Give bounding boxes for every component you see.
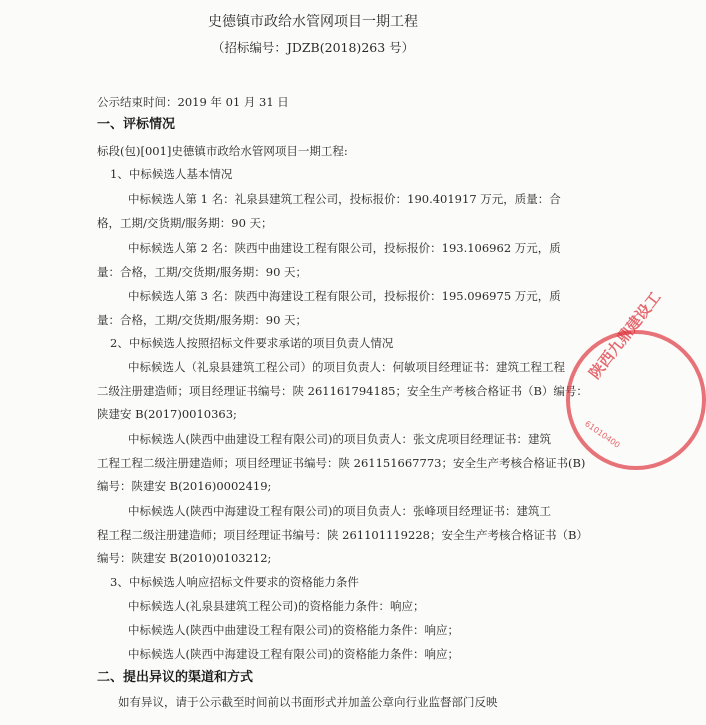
lot-description: 标段(包)[001]史德镇市政给水管网项目一期工程: (97, 144, 348, 158)
candidate-2-line-2: 量：合格，工期/交货期/服务期：90 天； (97, 265, 308, 279)
candidate-3-line-2: 量：合格，工期/交货期/服务期：90 天； (97, 313, 308, 327)
section-heading-objections: 二、提出异议的渠道和方式 (97, 670, 254, 685)
company-seal-stamp (566, 288, 706, 470)
announce-end-date: 公示结束时间：2019 年 01 月 31 日 (97, 95, 289, 109)
stamp-number: 61010400 (583, 419, 622, 450)
subheading-project-leaders: 2、中标候选人按照招标文件要求承诺的项目负责人情况 (110, 336, 394, 350)
page-subtitle: （招标编号：JDZB(2018)263 号） (211, 40, 415, 55)
qualification-2: 中标候选人(陕西中曲建设工程有限公司)的资格能力条件：响应； (128, 623, 459, 637)
leader-3-line-1: 中标候选人(陕西中海建设工程有限公司)的项目负责人：张峰项目经理证书：建筑工 (128, 504, 551, 518)
leader-2-line-1: 中标候选人(陕西中曲建设工程有限公司)的项目负责人：张文虎项目经理证书：建筑 (128, 432, 551, 446)
candidate-1-line-1: 中标候选人第 1 名：礼泉县建筑工程公司，投标报价：190.401917 万元，质量：合 (128, 192, 561, 206)
leader-3-line-2: 程工程二级注册建造师；项目经理证书编号：陕 261101119228；安全生产考核合格证书（B） (97, 528, 588, 542)
page-title: 史德镇市政给水管网项目一期工程 (208, 14, 418, 30)
leader-2-line-2: 工程工程二级注册建造师；项目经理证书编号：陕 261151667773；安全生产考核合格证书(B) (97, 456, 586, 470)
leader-1-line-1: 中标候选人（礼泉县建筑工程公司）的项目负责人：何敏项目经理证书：建筑工程工程 (128, 360, 565, 374)
leader-3-line-3: 编号：陕建安 B(2010)0103212; (97, 551, 272, 565)
candidate-3-line-1: 中标候选人第 3 名：陕西中海建设工程有限公司，投标报价：195.096975 万元，质 (128, 289, 561, 303)
subheading-candidates: 1、中标候选人基本情况 (110, 167, 233, 181)
candidate-2-line-1: 中标候选人第 2 名：陕西中曲建设工程有限公司，投标报价：193.106962 万元，质 (128, 241, 561, 255)
qualification-1: 中标候选人(礼泉县建筑工程公司)的资格能力条件：响应； (128, 599, 425, 613)
qualification-3: 中标候选人(陕西中海建设工程有限公司)的资格能力条件：响应； (128, 647, 459, 661)
leader-2-line-3: 编号：陕建安 B(2016)0002419; (97, 479, 272, 493)
subheading-qualifications: 3、中标候选人响应招标文件要求的资格能力条件 (110, 575, 359, 589)
section-heading-evaluation: 一、评标情况 (97, 117, 176, 132)
leader-1-line-2: 二级注册建造师；项目经理证书编号：陕 261161794185；安全生产考核合格证书（B）编号： (97, 384, 588, 398)
leader-1-line-3: 陕建安 B(2017)0010363; (97, 407, 237, 421)
candidate-1-line-2: 格，工期/交货期/服务期：90 天； (97, 216, 273, 230)
objections-text: 如有异议，请于公示截至时间前以书面形式并加盖公章向行业监督部门反映 (118, 695, 498, 709)
stamp-text: 陕西九鼎建设工 (585, 288, 665, 383)
